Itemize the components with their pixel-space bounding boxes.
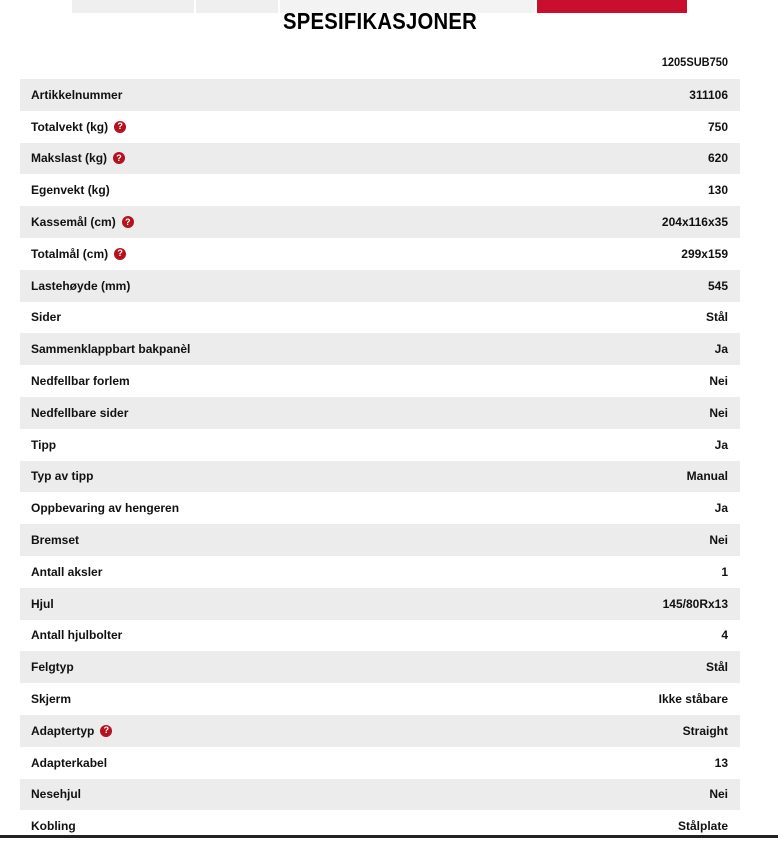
spec-label-wrap [31, 787, 81, 801]
spec-label: Antall aksler [31, 564, 103, 579]
spec-row [20, 206, 740, 238]
help-icon[interactable]: ? [114, 121, 126, 133]
spec-label: Oppbevaring av hengeren [31, 501, 180, 516]
spec-label-wrap [31, 438, 56, 452]
spec-value: Nei [709, 405, 728, 420]
spec-label: Totalvekt (kg) [31, 119, 109, 134]
spec-label: Sammenklappbart bakpanèl [31, 342, 191, 357]
spec-row [20, 270, 740, 302]
spec-label-wrap [31, 120, 126, 134]
help-icon[interactable]: ? [114, 248, 126, 260]
spec-value: Ikke ståbare [658, 692, 728, 707]
spec-value: Manual [686, 469, 728, 484]
spec-row [20, 747, 740, 779]
spec-label: Nedfellbar forlem [31, 374, 130, 389]
spec-label-wrap [31, 310, 61, 324]
spec-label: Egenvekt (kg) [31, 183, 110, 198]
spec-row [20, 302, 740, 334]
spec-value: Stål [705, 660, 728, 675]
spec-label: Skjerm [31, 692, 72, 707]
spec-label-wrap [31, 151, 125, 165]
spec-row [20, 779, 740, 811]
spec-label-wrap [31, 279, 130, 293]
spec-value: Ja [714, 437, 728, 452]
spec-label-wrap [31, 597, 54, 611]
spec-label-wrap [31, 533, 79, 547]
spec-value: Straight [682, 723, 728, 738]
spec-label: Kobling [31, 819, 76, 834]
spec-label-wrap [31, 565, 102, 579]
spec-row [20, 174, 740, 206]
spec-label-wrap [31, 406, 128, 420]
spec-value: Nei [709, 533, 728, 548]
spec-label-wrap [31, 469, 93, 483]
spec-label: Adapterkabel [31, 755, 108, 770]
spec-value: Ja [714, 501, 728, 516]
spec-row [20, 715, 740, 747]
spec-label: Nesehjul [31, 787, 82, 802]
spec-label: Makslast (kg) [31, 151, 108, 166]
spec-row [20, 620, 740, 652]
spec-label: Lastehøyde (mm) [31, 278, 131, 293]
help-icon[interactable]: ? [122, 216, 134, 228]
spec-label-wrap [31, 628, 122, 642]
spec-label: Hjul [31, 596, 54, 611]
spec-label: Adaptertyp [31, 723, 95, 738]
spec-label-wrap [31, 183, 110, 197]
spec-row [20, 143, 740, 175]
spec-label: Antall hjulbolter [31, 628, 123, 643]
spec-label-wrap [31, 342, 190, 356]
help-icon[interactable]: ? [113, 152, 125, 164]
spec-table [20, 79, 740, 842]
spec-value: Nei [709, 374, 728, 389]
spec-value: Stål [705, 310, 728, 325]
spec-label-wrap [31, 692, 71, 706]
spec-value: 311106 [689, 87, 728, 102]
spec-label: Felgtyp [31, 660, 74, 675]
spec-value: 145/80Rx13 [662, 596, 728, 611]
spec-row [20, 556, 740, 588]
model-code: 1205SUB750 [661, 55, 728, 69]
spec-label: Kassemål (cm) [31, 215, 116, 230]
spec-label: Bremset [31, 533, 80, 548]
spec-label-wrap [31, 374, 130, 388]
spec-row [20, 524, 740, 556]
spec-label: Artikkelnummer [31, 87, 123, 102]
spec-row [20, 588, 740, 620]
spec-value: 130 [707, 183, 728, 198]
spec-label: Tipp [31, 437, 57, 452]
help-icon[interactable]: ? [100, 725, 112, 737]
spec-value: Nei [709, 787, 728, 802]
spec-value: 620 [707, 151, 728, 166]
page-title: SPESIFIKASJONER [282, 8, 478, 34]
spec-row [20, 238, 740, 270]
spec-row [20, 429, 740, 461]
spec-value: 545 [707, 278, 728, 293]
spec-value: Ja [714, 342, 728, 357]
spec-value: 13 [714, 755, 728, 770]
spec-label: Sider [31, 310, 62, 325]
spec-label-wrap [31, 660, 74, 674]
spec-value: Stålplate [677, 819, 728, 834]
spec-row [20, 365, 740, 397]
spec-value: 4 [721, 628, 728, 643]
spec-label-wrap [31, 724, 112, 738]
spec-row [20, 79, 740, 111]
spec-label-wrap [31, 247, 126, 261]
spec-row [20, 492, 740, 524]
spec-row [20, 651, 740, 683]
spec-label-wrap [31, 756, 107, 770]
spec-row [20, 461, 740, 493]
spec-row [20, 397, 740, 429]
spec-row [20, 683, 740, 715]
spec-value: 299x159 [681, 246, 728, 261]
spec-label: Totalmål (cm) [31, 246, 109, 261]
spec-row [20, 111, 740, 143]
spec-value: 1 [721, 564, 728, 579]
spec-row [20, 333, 740, 365]
spec-label-wrap [31, 501, 179, 515]
spec-value: 204x116x35 [661, 215, 728, 230]
spec-label-wrap [31, 819, 76, 833]
spec-label-wrap [31, 215, 134, 229]
spec-label: Nedfellbare sider [31, 405, 129, 420]
spec-label: Typ av tipp [31, 469, 94, 484]
spec-value: 750 [707, 119, 728, 134]
spec-label-wrap [31, 88, 122, 102]
